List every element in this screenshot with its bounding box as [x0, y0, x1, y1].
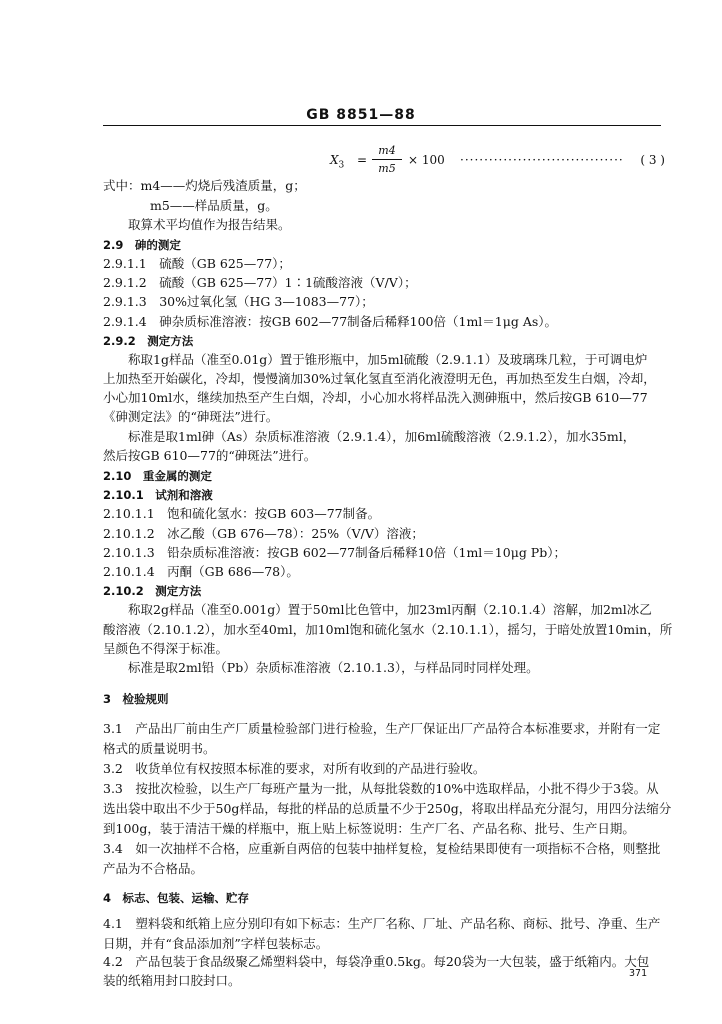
formula-lhs-symbol: X — [330, 153, 339, 167]
formula-equation-number: ( 3 ) — [640, 153, 665, 167]
text-line: 《砷测定法》的“砷斑法”进行。 — [103, 409, 279, 424]
formula-3 — [330, 144, 665, 178]
page-number: 371 — [629, 968, 648, 979]
text-line: m5——样品质量，g。 — [150, 198, 278, 213]
formula-fraction — [372, 144, 402, 175]
text-line: 取算术平均值作为报告结果。 — [128, 217, 291, 232]
formula-lhs — [330, 153, 344, 170]
formula-lhs-subscript: 3 — [338, 160, 345, 171]
section-heading: 2.10.2 测定方法 — [103, 584, 202, 598]
formula-denominator: m5 — [378, 162, 396, 175]
text-line: 呈颜色不得深于标准。 — [103, 641, 229, 656]
text-line: 小心加10ml水，继续加热至产生白烟，冷却，小心加水将样品洗入测砷瓶中，然后按GB 610—77 — [103, 390, 648, 405]
text-line: 标准是取1ml砷（As）杂质标准溶液（2.9.1.4），加6ml硫酸溶液（2.9.1.2），加水35ml， — [128, 429, 636, 444]
chapter-heading: 4 标志、包装、运输、贮存 — [103, 891, 250, 905]
text-line: 装的纸箱用封口胶封口。 — [103, 973, 241, 988]
text-line: 2.10.1.4 丙酮（GB 686—78）。 — [103, 564, 299, 579]
text-line: 2.10.1.3 铅杂质标准溶液：按GB 602—77制备后稀释10倍（1ml＝10μg Pb）； — [103, 545, 566, 560]
text-line: 产品为不合格品。 — [103, 861, 204, 876]
text-line: 上加热至开始碳化，冷却，慢慢滴加30%过氧化氢直至消化液澄明无色，再加热至发生白烟，冷却， — [103, 371, 656, 386]
chapter-heading: 3 检验规则 — [103, 692, 169, 706]
text-line: 选出袋中取出不少于50g样品，每批的样品的总质量不少于250g，将取出样品充分混匀，用四分法缩分 — [103, 801, 672, 816]
formula-leader-dots: ·································· — [460, 153, 624, 167]
text-line: 格式的质量说明书。 — [103, 741, 216, 756]
text-line: 2.9.1.1 硫酸（GB 625—77）； — [103, 256, 291, 271]
formula-numerator: m4 — [372, 144, 402, 160]
text-line: 3.1 产品出厂前由生产厂质量检验部门进行检验，生产厂保证出厂产品符合本标准要求，并附有一定 — [103, 721, 661, 736]
formula-multiplier: × 100 — [408, 153, 445, 167]
text-line: 日期，并有“食品添加剂”字样包装标志。 — [103, 936, 329, 951]
text-line: 4.2 产品包装于食品级聚乙烯塑料袋中，每袋净重0.5kg。每20袋为一大包装，盛于纸箱内。大包 — [103, 954, 650, 969]
header-rule — [103, 125, 661, 126]
section-heading: 2.9 砷的测定 — [103, 238, 181, 252]
section-heading: 2.9.2 测定方法 — [103, 334, 194, 348]
text-line: 到100g，装于清洁干燥的样瓶中，瓶上贴上标签说明：生产厂名、产品名称、批号、生产日期。 — [103, 821, 635, 836]
formula-equals: = — [357, 153, 368, 167]
text-line: 2.9.1.2 硫酸（GB 625—77）1∶1硫酸溶液（V/V）； — [103, 275, 417, 290]
text-line: 2.9.1.4 砷杂质标准溶液：按GB 602—77制备后稀释100倍（1ml＝1μg As）。 — [103, 314, 558, 329]
standard-header: GB 8851—88 — [306, 107, 416, 123]
text-line: 2.9.1.3 30%过氧化氢（HG 3—1083—77）； — [103, 294, 374, 309]
text-line: 式中：m4——灼烧后残渣质量，g； — [103, 178, 306, 193]
text-line: 4.1 塑料袋和纸箱上应分别印有如下标志：生产厂名称、厂址、产品名称、商标、批号、净重、生产 — [103, 916, 661, 931]
text-line: 3.2 收货单位有权按照本标准的要求，对所有收到的产品进行验收。 — [103, 761, 486, 776]
text-line: 2.10.1.2 冰乙酸（GB 676—78）：25%（V/V）溶液； — [103, 526, 424, 541]
text-line: 标准是取2ml铅（Pb）杂质标准溶液（2.10.1.3），与样品同时同样处理。 — [128, 660, 539, 675]
text-line: 3.4 如一次抽样不合格，应重新自两倍的包装中抽样复检，复检结果即使有一项指标不合格，则整批 — [103, 841, 661, 856]
section-heading: 2.10 重金属的测定 — [103, 469, 212, 483]
section-heading: 2.10.1 试剂和溶液 — [103, 488, 213, 502]
text-line: 2.10.1.1 饱和硫化氢水：按GB 603—77制备。 — [103, 506, 381, 521]
text-line: 然后按GB 610—77的“砷斑法”进行。 — [103, 448, 317, 463]
text-line: 称取1g样品（准至0.01g）置于锥形瓶中，加5ml硫酸（2.9.1.1）及玻璃珠几粒，于可调电炉 — [128, 352, 648, 367]
text-line: 称取2g样品（准至0.001g）置于50ml比色管中，加23ml丙酮（2.10.1.4）溶解，加2ml冰乙 — [128, 602, 652, 617]
text-line: 3.3 按批次检验，以生产厂每班产量为一批，从每批袋数的10%中选取样品，小批不得少于3袋。从 — [103, 781, 659, 796]
text-line: 酸溶液（2.10.1.2），加水至40ml，加10ml饱和硫化氢水（2.10.1.1），摇匀，于暗处放置10min，所 — [103, 622, 673, 637]
